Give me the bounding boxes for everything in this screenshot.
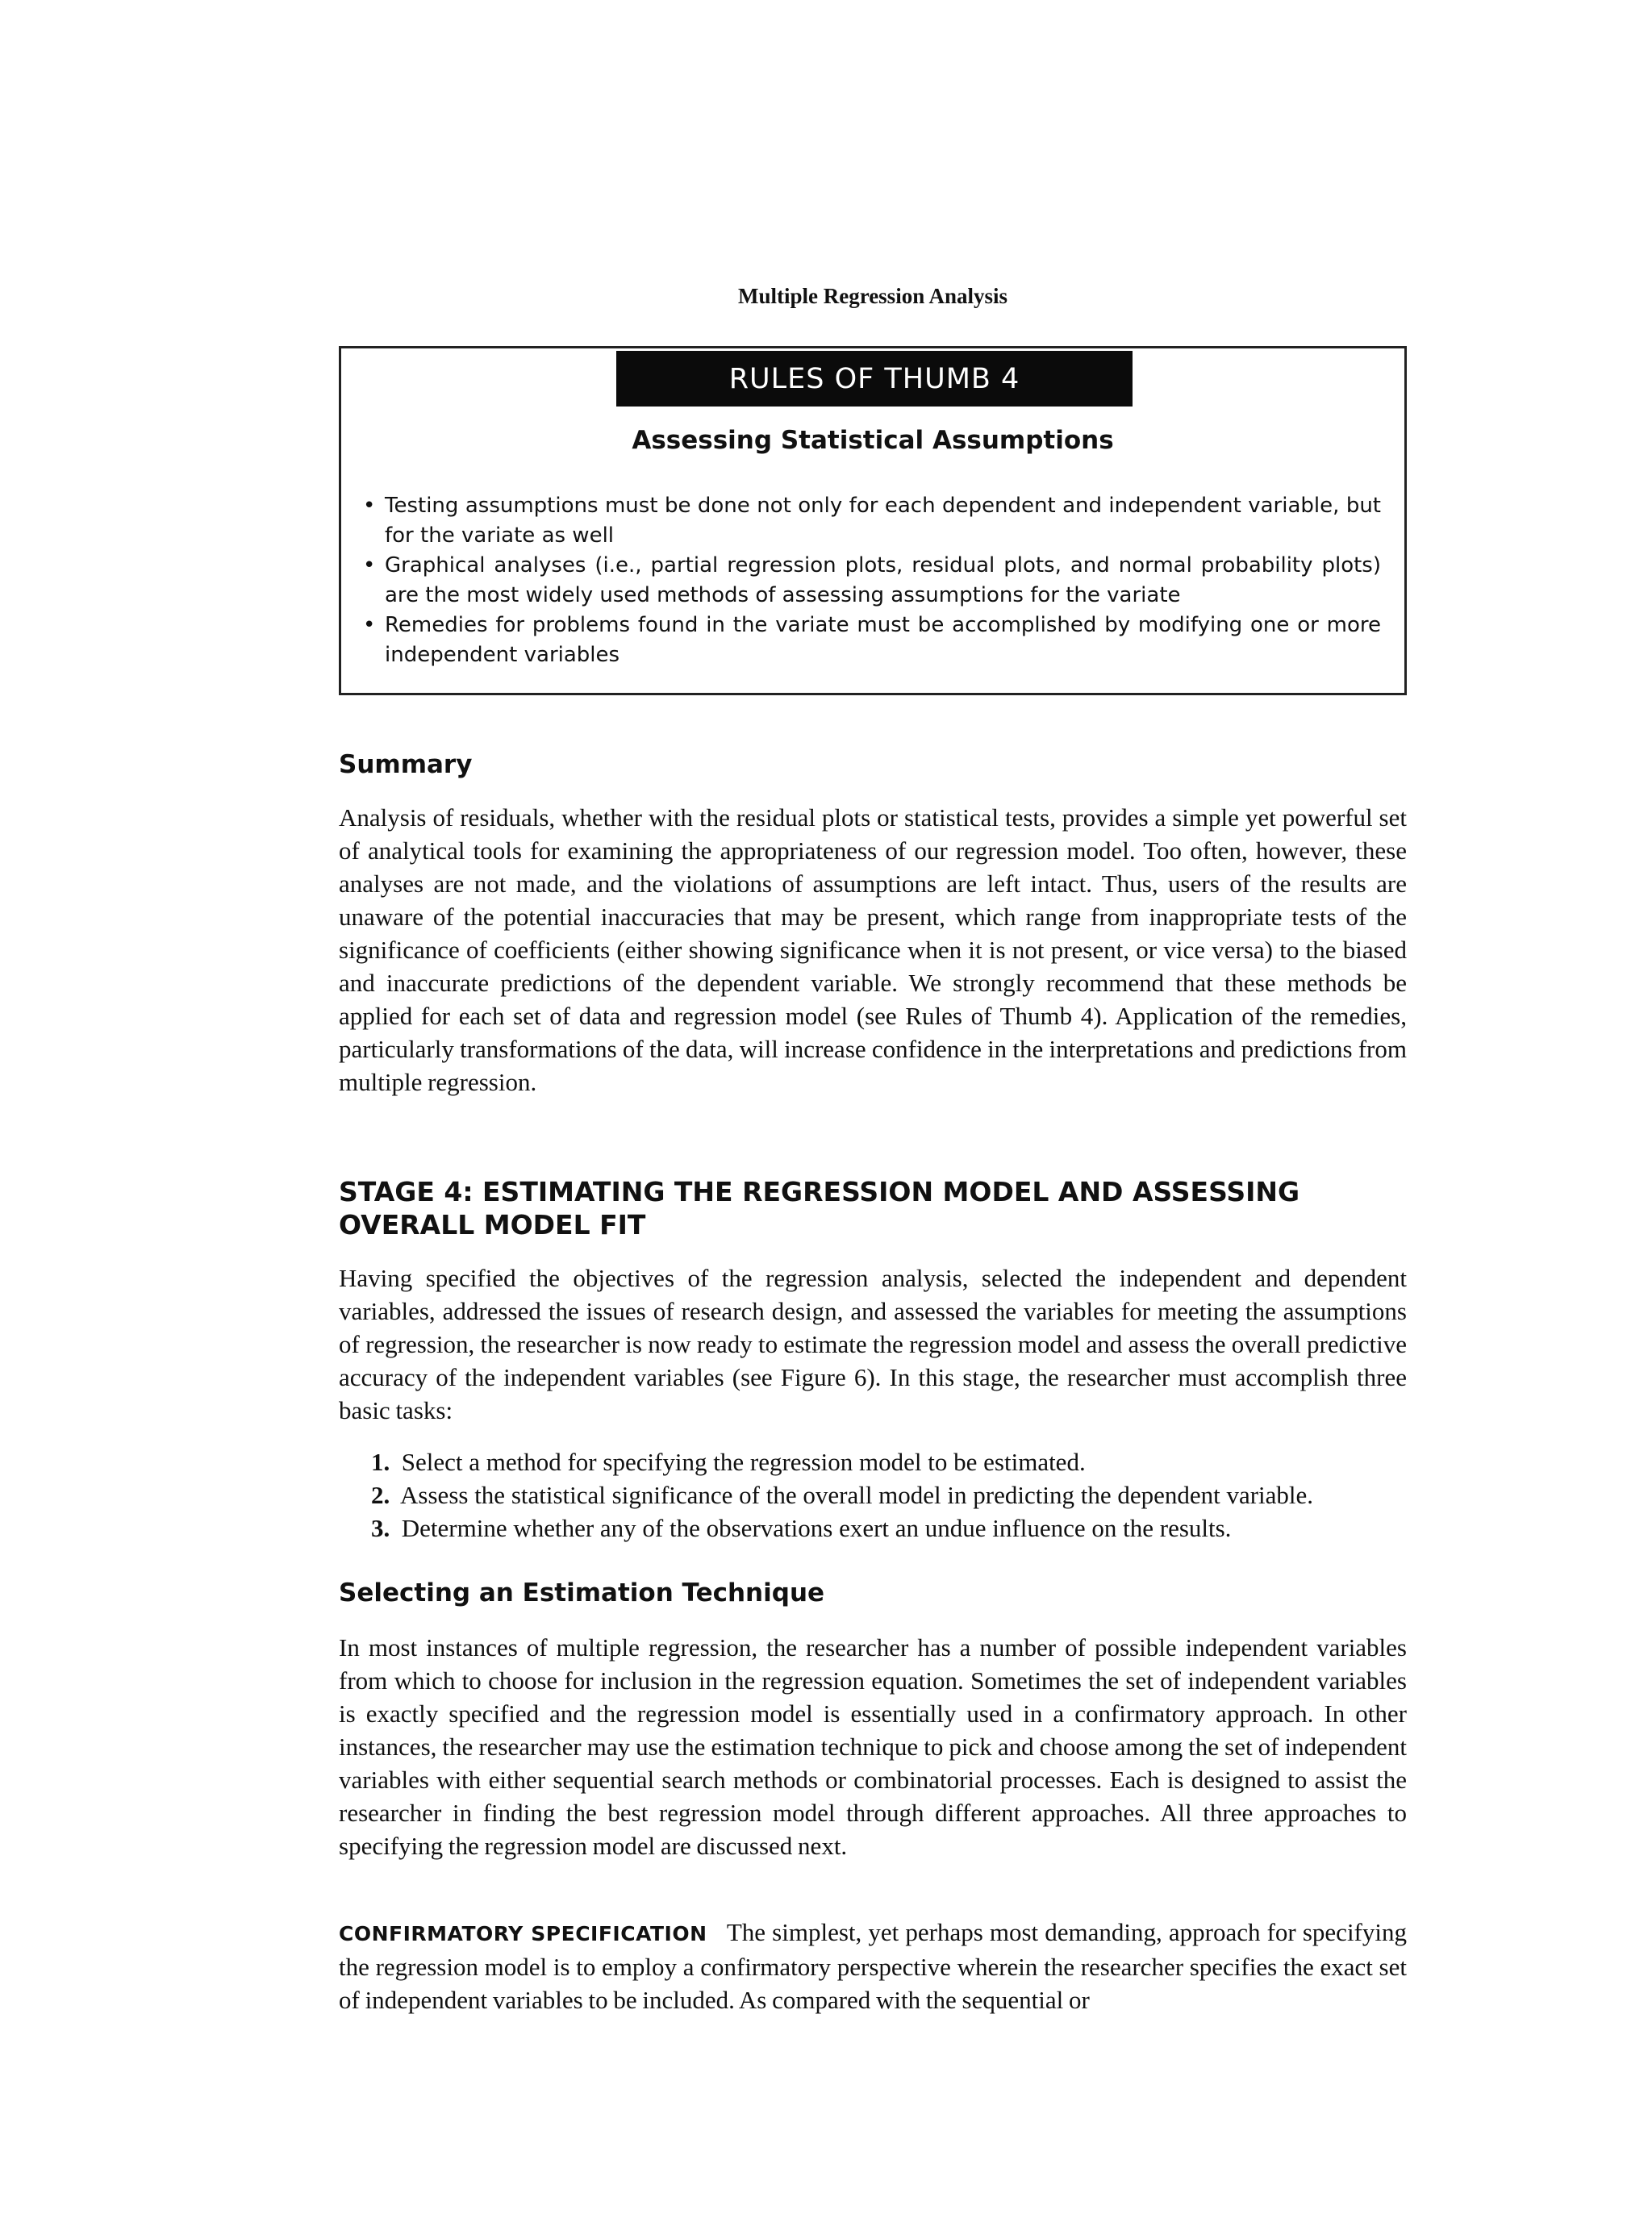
stage4-heading-line1: STAGE 4: ESTIMATING THE REGRESSION MODEL AND ASSESSING: [339, 1176, 1300, 1207]
stage4-heading: [339, 1175, 1407, 1241]
summary-heading: Summary: [339, 750, 473, 779]
task-item: [371, 1478, 1412, 1512]
bullet-icon: •: [363, 553, 376, 578]
rules-of-thumb-item: [363, 611, 1381, 670]
rules-of-thumb-title: Assessing Statistical Assumptions: [632, 426, 1114, 455]
rules-of-thumb-box: [339, 346, 1407, 695]
stage4-task-list: [371, 1445, 1412, 1545]
rules-of-thumb-item-text: Remedies for problems found in the variate must be accomplished by modifying one or more independent variables: [385, 613, 1381, 667]
task-item: [371, 1512, 1412, 1545]
rules-of-thumb-item-text: Testing assumptions must be done not only for each dependent and independent variable, but for the variate as well: [385, 494, 1381, 548]
summary-paragraph: Analysis of residuals, whether with the residual plots or statistical tests, provides a simple yet powerful set of analytical tools for examining the appropriateness of our regression model. Too often, however, these analyses are not made, and the violations of assumptions are left intact. Thus, users of the results are unaware of the potential inaccuracies that may be present, which range from inappropriate tests of the significance of coefficients (either showing significance when it is not present, or vice versa) to the biased and inaccurate predictions of the dependent variable. We strongly recommend that these methods be applied for each set of data and regression model (see Rules of Thumb 4). Application of the remedies, particularly transformations of the data, will increase confidence in the interpretations and predictions from multiple regression.: [339, 803, 1407, 1096]
task-number: 1.: [371, 1448, 390, 1476]
confirmatory-paragraph: [339, 1916, 1407, 2016]
stage4-intro-paragraph: Having specified the objectives of the regression analysis, selected the independent and dependent variables, addressed the issues of research design, and assessed the variables for meeting the assumptions of regression, the researcher is now ready to estimate the regression model and assess the overall predictive accuracy of the independent variables (see Figure 6). In this stage, the researcher must accomplish three basic tasks:: [339, 1264, 1407, 1424]
rules-of-thumb-item: [363, 491, 1381, 551]
task-number: 2.: [371, 1481, 390, 1509]
stage4-heading-line2: OVERALL MODEL FIT: [339, 1209, 646, 1241]
rules-of-thumb-item: [363, 551, 1381, 611]
task-number: 3.: [371, 1514, 390, 1542]
bullet-icon: •: [363, 494, 376, 518]
rules-of-thumb-banner: RULES OF THUMB 4: [616, 351, 1133, 407]
bullet-icon: •: [363, 613, 376, 637]
rules-of-thumb-list: [363, 491, 1381, 670]
task-text: Assess the statistical significance of the overall model in predicting the dependent variable.: [400, 1481, 1314, 1509]
task-item: [371, 1445, 1412, 1478]
estimation-paragraph: In most instances of multiple regression, the researcher has a number of possible independent variables from which to choose for inclusion in the regression equation. Sometimes the set of independent variables is exactly specified and the regression model is essentially used in a confirmatory approach. In other instances, the researcher may use the estimation technique to pick and choose among the set of independent variables with either sequential search methods or combinatorial processes. Each is designed to assist the researcher in finding the best regression model through different approaches. All three approaches to specifying the regression model are discussed next.: [339, 1633, 1407, 1860]
task-text: Select a method for specifying the regression model to be estimated.: [401, 1448, 1086, 1476]
running-head: Multiple Regression Analysis: [737, 284, 1008, 308]
confirmatory-text: The simplest, yet perhaps most demanding, approach for specifying the regression model is to employ a confirmatory perspective wherein the researcher specifies the exact set of independent variables to be included. As compared with the sequential or: [339, 1918, 1407, 2014]
estimation-heading: Selecting an Estimation Technique: [339, 1578, 825, 1607]
rules-of-thumb-item-text: Graphical analyses (i.e., partial regression plots, residual plots, and normal probability plots) are the most widely used methods of assessing assumptions for the variate: [385, 553, 1381, 607]
task-text: Determine whether any of the observations exert an undue influence on the results.: [401, 1514, 1232, 1542]
confirmatory-runin-heading: CONFIRMATORY SPECIFICATION: [339, 1922, 707, 1945]
